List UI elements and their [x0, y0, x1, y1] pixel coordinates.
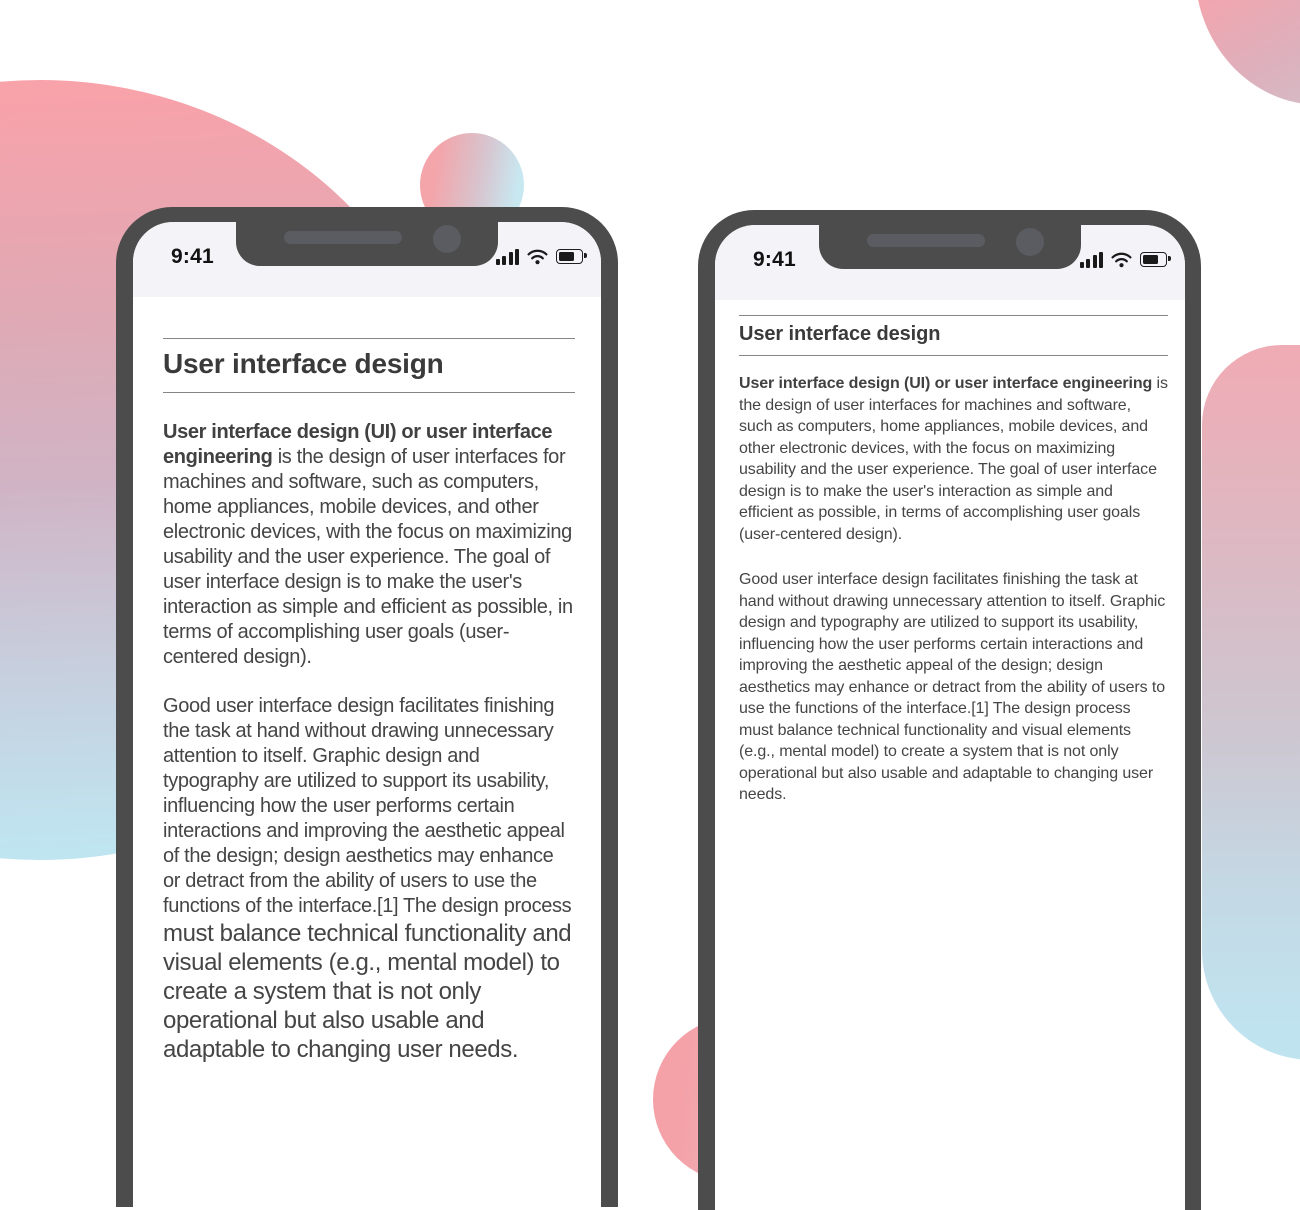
article-lead-bold: User interface design (UI) or user interface engineering	[739, 375, 1153, 392]
article-lead-bold: User interface design (UI) or user interface engineering	[163, 421, 553, 468]
status-time: 9:41	[171, 244, 214, 268]
battery-icon	[1140, 252, 1167, 267]
article-paragraph-1	[739, 373, 1168, 545]
article-title: User interface design	[739, 323, 941, 345]
article-paragraph-1	[163, 420, 575, 670]
article-title-block	[739, 315, 1168, 356]
speaker-slot	[867, 234, 985, 247]
battery-icon	[556, 249, 583, 264]
article-paragraph-2-text: Good user interface design facilitates finishing the task at hand without drawing unnecessary attention to itself. Graphic design and typography are utilized to support its usability, influencing how the user performs certain interactions and improving the aesthetic appeal of the design; design aesthetics may enhance or detract from the ability of users to use the functions of the interface.[1] The design process	[163, 695, 572, 917]
background-blob-right-tall	[1202, 345, 1300, 1060]
phone-mockup-right	[698, 210, 1201, 1210]
article-content	[715, 300, 1185, 806]
article-paragraph-2	[739, 569, 1168, 806]
article-title-block	[163, 338, 575, 393]
phone-screen	[133, 222, 601, 1207]
article-paragraph-2-end-text: must balance technical functionality and visual elements (e.g., mental model) to create a system that is not only operational but also usable and adaptable to changing user needs.	[739, 721, 1154, 803]
article-content	[133, 297, 601, 1064]
front-camera	[433, 225, 461, 253]
wifi-icon	[526, 248, 549, 265]
article-paragraph-1-text: is the design of user interfaces for machines and software, such as computers, home appliances, mobile devices, and other electronic devices, with the focus on maximizing usability and the user experience. The goal of user interface design is to make the user's interaction as simple and efficient as possible, in terms of accomplishing user goals (user-centered design).	[163, 446, 573, 668]
article-paragraph-1-text: is the design of user interfaces for machines and software, such as computers, home appliances, mobile devices, and other electronic devices, with the focus on maximizing usability and the user experience. The goal of user interface design is to make the user's interaction as simple and efficient as possible, in terms of accomplishing user goals (user-centered design).	[739, 375, 1168, 543]
speaker-slot	[284, 231, 402, 244]
status-icons	[1080, 251, 1172, 268]
phone-screen	[715, 225, 1185, 1210]
phone-mockup-left	[116, 207, 618, 1207]
article-paragraph-2	[163, 694, 575, 1064]
notch	[236, 222, 498, 266]
background-blob-top-right	[1195, 0, 1300, 105]
article-paragraph-2-text: Good user interface design facilitates finishing the task at hand without drawing unnecessary attention to itself. Graphic design and typography are utilized to support its usability, influencing how the user performs certain interactions and improving the aesthetic appeal of the design; design aesthetics may enhance or detract from the ability of users to use the functions of the interface.[1] The design process	[739, 571, 1166, 717]
wifi-icon	[1110, 251, 1133, 268]
status-time: 9:41	[753, 247, 796, 271]
signal-icon	[496, 249, 520, 265]
notch	[819, 225, 1081, 269]
front-camera	[1016, 228, 1044, 256]
article-paragraph-2-large-text: must balance technical functionality and visual elements (e.g., mental model) to create a system that is not only operational but also usable and adaptable to changing user needs.	[163, 920, 572, 1063]
article-title: User interface design	[163, 348, 444, 379]
signal-icon	[1080, 252, 1104, 268]
status-icons	[496, 248, 588, 265]
